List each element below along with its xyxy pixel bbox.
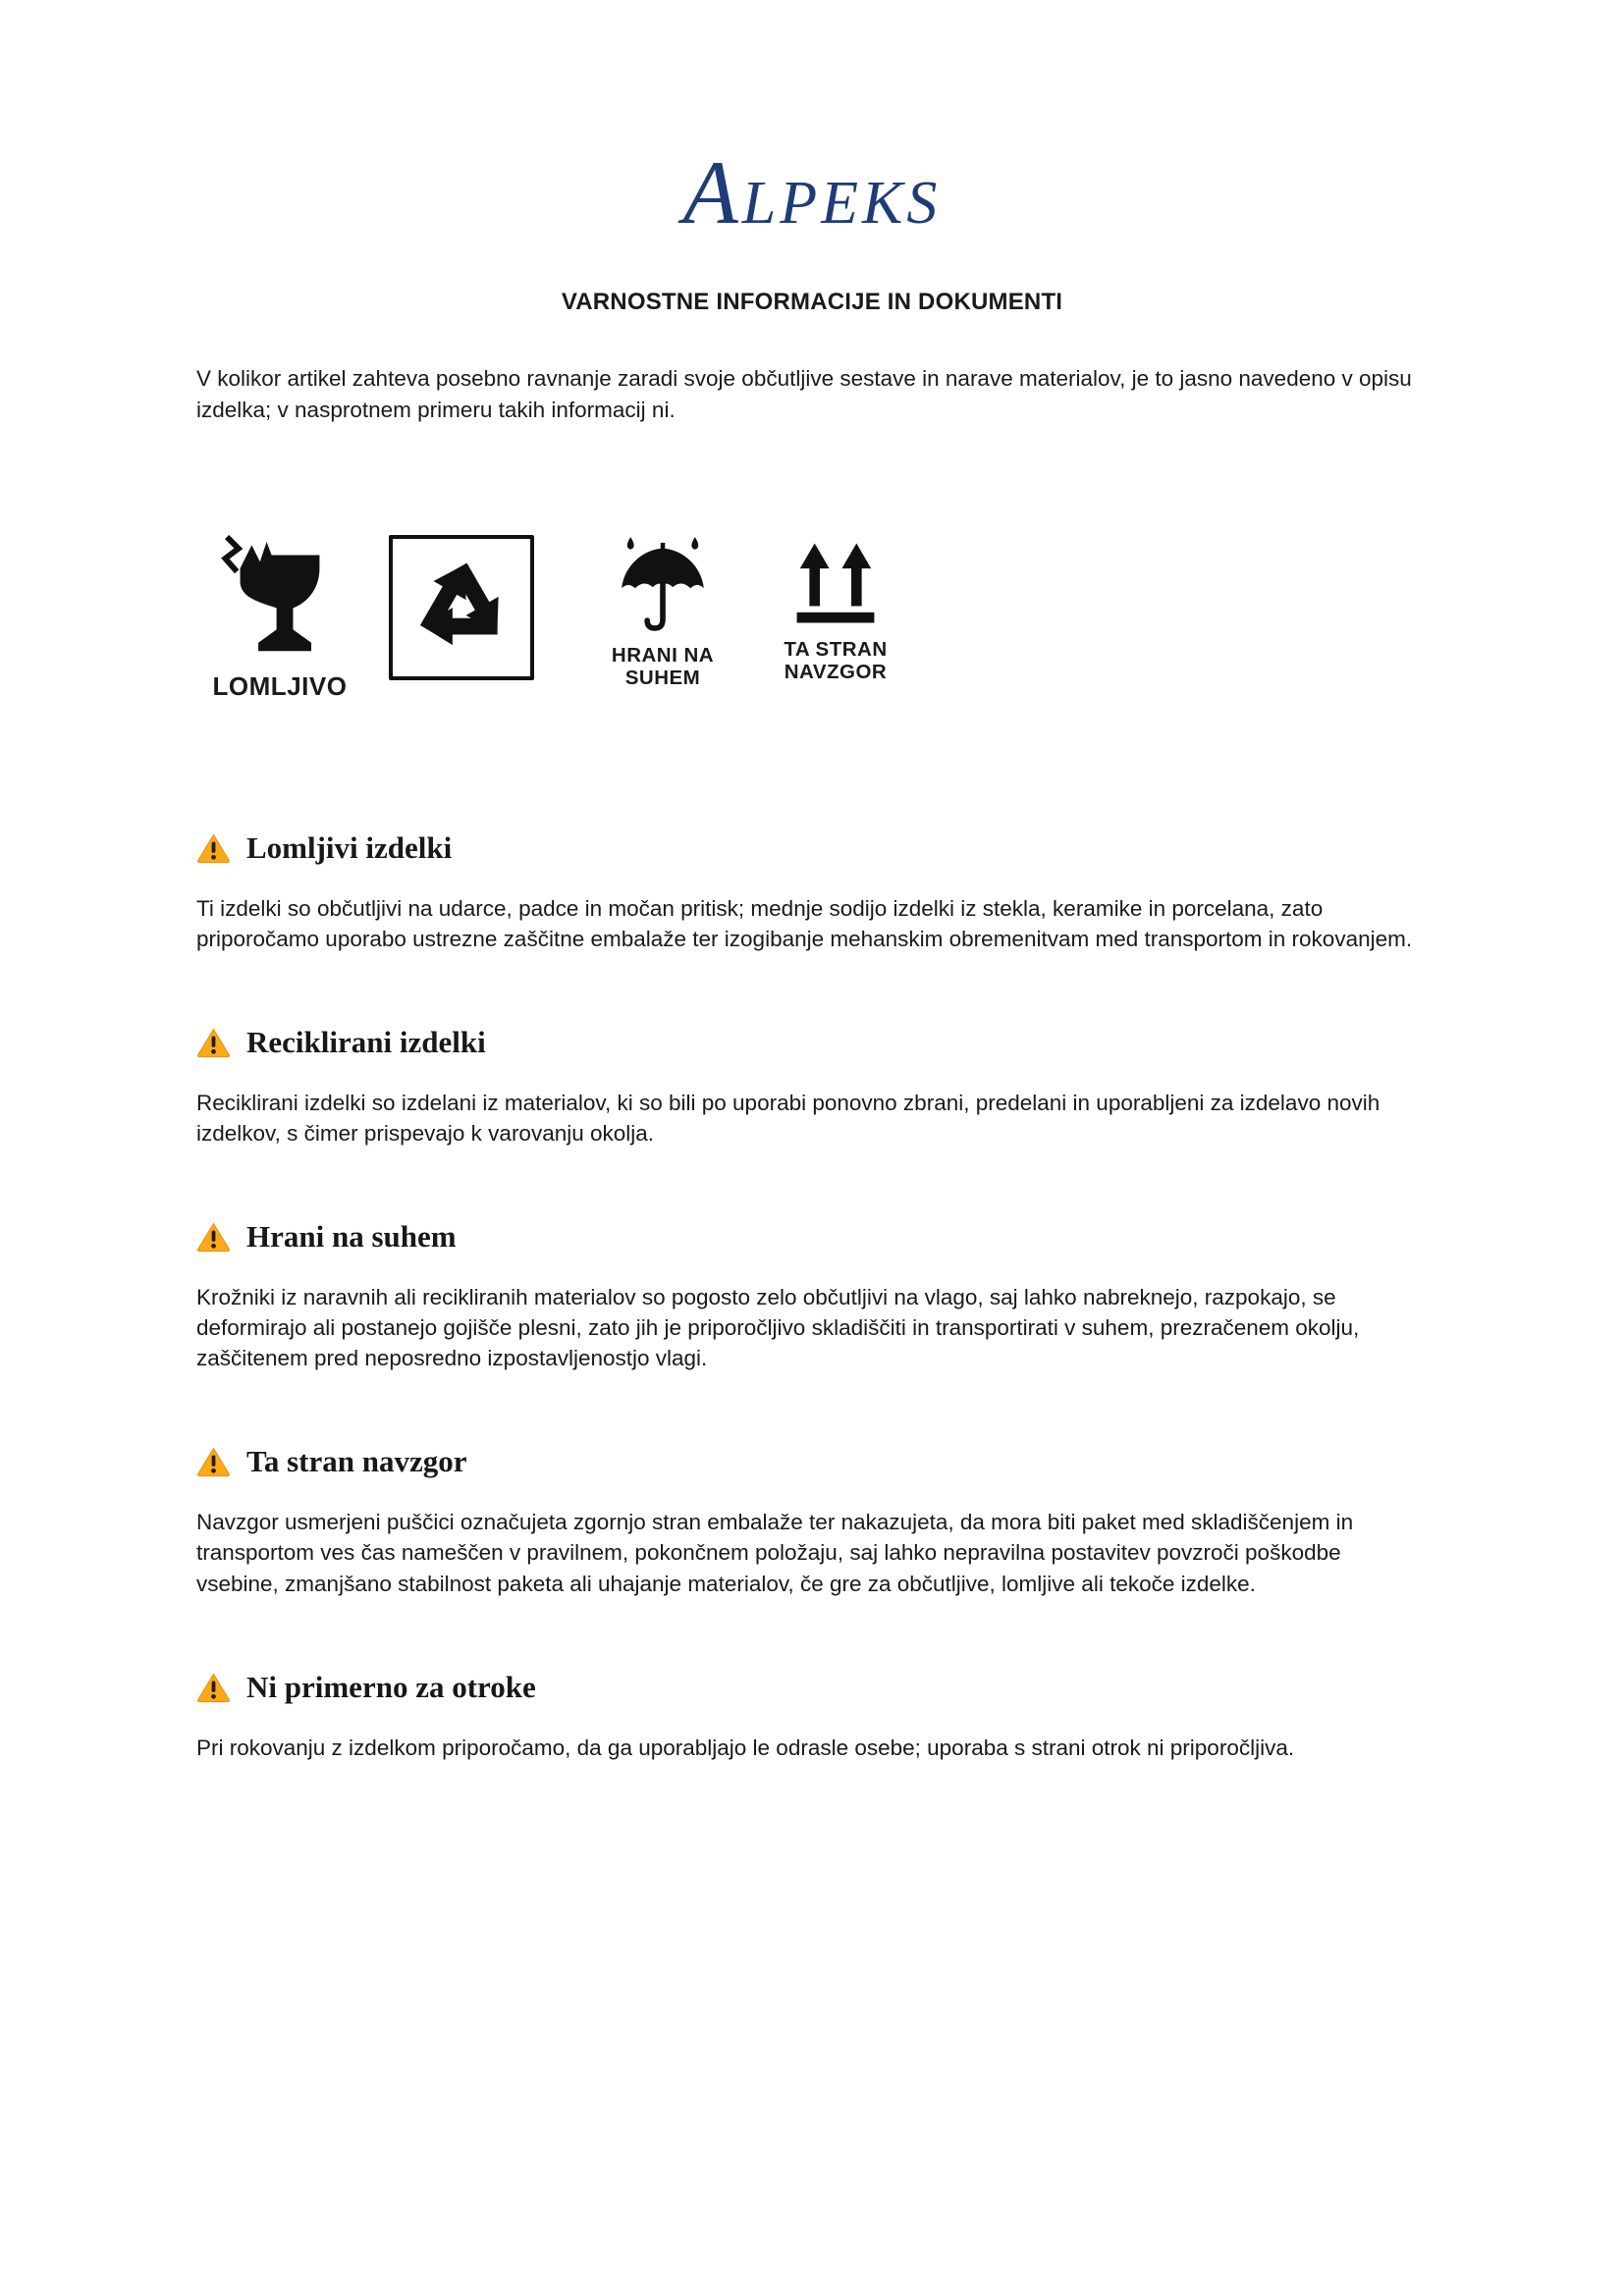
- section-heading-row: [196, 1444, 1428, 1479]
- section-body: Pri rokovanju z izdelkom priporočamo, da ga uporabljajo le odrasle osebe; uporaba s strani otrok ni priporočljiva.: [196, 1735, 1295, 1760]
- section-body: Navzgor usmerjeni puščici označujeta zgornjo stran embalaže ter nakazujeta, da mora biti paket med skladiščenjem in transportom ves čas nameščen v pravilnem, pokončnem položaju, saj lahko nepravilna postavitev povzroči poškodbe vsebine, zmanjšano stabilnost paketa ali uhajanje materialov, če gre za občutljive, lomljive ali tekoče izdelke.: [196, 1510, 1354, 1596]
- section-heading-row: [196, 1670, 1428, 1705]
- section-title: Hrani na suhem: [246, 1219, 457, 1255]
- section-body: Krožniki iz naravnih ali recikliranih materialov so pogosto zelo občutljivi na vlago, saj lahko nabreknejo, razpokajo, se deformirajo ali postanejo gojišče plesni, zato jih je priporočljivo skladiščiti in transportirati v suhem, prezračenem okolju, zaščitenem pred neposredno izpostavljenostjo vlagi.: [196, 1285, 1360, 1371]
- section-body: Reciklirani izdelki so izdelani iz materialov, ki so bili po uporabi ponovno zbrani, predelani in uporabljeni za izdelavo novih izdelkov, s čimer prispevajo k varovanju okolja.: [196, 1091, 1380, 1147]
- symbol-this-side-up-label: TA STRAN NAVZGOR: [784, 638, 888, 683]
- packaging-symbols-row: [196, 535, 1428, 701]
- symbol-recycle: [389, 535, 534, 680]
- warning-icon: [196, 832, 231, 864]
- section-heading-row: [196, 1025, 1428, 1060]
- this-side-up-icon: [788, 535, 883, 631]
- brand-logo: ALPEKS: [682, 142, 942, 242]
- section-title: Ni primerno za otroke: [246, 1669, 536, 1704]
- fragile-glass-icon: [217, 535, 343, 665]
- warning-icon: [196, 1446, 231, 1477]
- warning-icon: [196, 1221, 231, 1253]
- symbol-keep-dry-label: HRANI NA SUHEM: [611, 644, 715, 689]
- section-heading-row: [196, 830, 1428, 866]
- warning-icon: [196, 1027, 231, 1058]
- keep-dry-umbrella-icon: [613, 535, 713, 637]
- recycle-icon: [405, 551, 518, 665]
- symbol-this-side-up: [772, 535, 899, 684]
- section-heading-row: [196, 1219, 1428, 1255]
- warning-icon: [196, 1672, 231, 1703]
- symbol-fragile: [196, 535, 363, 701]
- section-reciklirani-izdelki: [196, 1025, 1428, 1148]
- section-ta-stran-navzgor: [196, 1444, 1428, 1598]
- section-title: Ta stran navzgor: [246, 1444, 467, 1479]
- document-title: VARNOSTNE INFORMACIJE IN DOKUMENTI: [561, 289, 1063, 315]
- section-title: Reciklirani izdelki: [246, 1025, 486, 1060]
- section-lomljivi-izdelki: [196, 830, 1428, 954]
- symbol-keep-dry: [589, 535, 736, 690]
- section-title: Lomljivi izdelki: [246, 830, 453, 866]
- section-body: Ti izdelki so občutljivi na udarce, padce in močan pritisk; mednje sodijo izdelki iz stekla, keramike in porcelana, zato priporočamo uporabo ustrezne zaščitne embalaže ter izogibanje mehanskim obremenitvam med transportom in rokovanjem.: [196, 896, 1413, 952]
- section-hrani-na-suhem: [196, 1219, 1428, 1373]
- section-ni-primerno-za-otroke: [196, 1670, 1428, 1763]
- intro-paragraph: V kolikor artikel zahteva posebno ravnanje zaradi svoje občutljive sestave in narave materialov, je to jasno navedeno v opisu izdelka; v nasprotnem primeru takih informacij ni.: [196, 366, 1412, 422]
- symbol-fragile-label: LOMLJIVO: [212, 671, 348, 701]
